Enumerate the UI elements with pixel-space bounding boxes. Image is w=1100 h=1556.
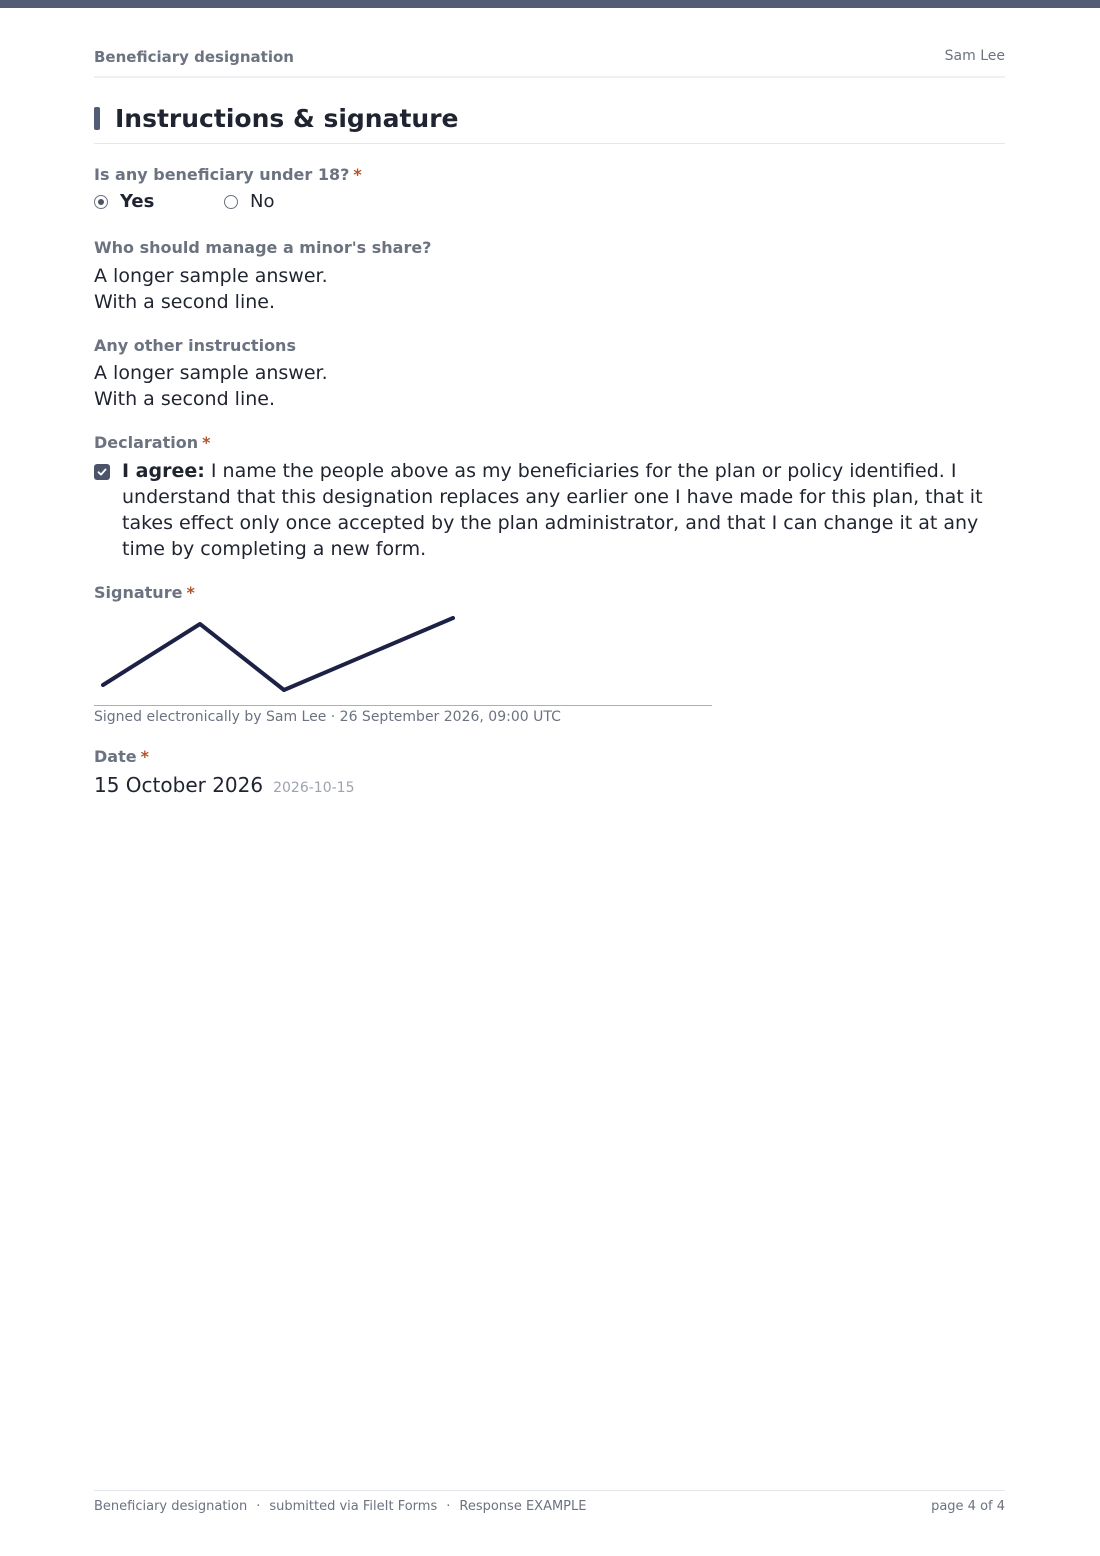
radio-yes-label: Yes	[120, 191, 155, 212]
declaration-checkbox[interactable]	[94, 464, 110, 480]
top-accent-bar	[0, 0, 1100, 8]
footer-page-number: page 4 of 4	[931, 1499, 1005, 1514]
footer-info	[94, 1499, 586, 1514]
section-heading	[94, 104, 1005, 144]
date-display: 15 October 2026	[94, 773, 264, 797]
date-label	[94, 747, 149, 766]
declaration-label	[94, 433, 210, 452]
required-mark: *	[202, 433, 211, 452]
signature-caption: Signed electronically by Sam Lee · 26 September 2026, 09:00 UTC	[94, 709, 561, 725]
footer-separator: ·	[446, 1499, 451, 1514]
other-instructions-label: Any other instructions	[94, 336, 296, 355]
minor-manager-answer: A longer sample answer. With a second line.	[94, 265, 328, 313]
declaration-label-text: Declaration	[94, 433, 199, 452]
signature-label-text: Signature	[94, 583, 183, 602]
section-accent-bar	[94, 107, 100, 130]
footer-form-title: Beneficiary designation	[94, 1499, 248, 1514]
required-mark: *	[353, 165, 362, 184]
date-value	[94, 773, 354, 797]
minor-manager-label: Who should manage a minor's share?	[94, 238, 432, 257]
declaration-text	[122, 458, 992, 562]
agree-label: I agree:	[122, 460, 205, 482]
minor-question-label	[94, 165, 362, 184]
header-form-title: Beneficiary designation	[94, 48, 294, 66]
radio-unselected-icon	[224, 195, 238, 209]
required-mark: *	[186, 583, 195, 602]
signature-pad	[94, 608, 712, 706]
page-footer	[94, 1490, 1005, 1521]
running-header	[94, 48, 1005, 78]
footer-submitted-via: submitted via FileIt Forms	[269, 1499, 438, 1514]
footer-separator: ·	[256, 1499, 261, 1514]
other-instructions-answer: A longer sample answer. With a second line.	[94, 362, 328, 410]
section-title: Instructions & signature	[115, 104, 459, 133]
radio-no-label: No	[250, 191, 275, 212]
required-mark: *	[140, 747, 149, 766]
radio-selected-icon	[94, 195, 108, 209]
minor-question-label-text: Is any beneficiary under 18?	[94, 165, 350, 184]
check-icon	[97, 467, 107, 477]
signature-label	[94, 583, 195, 602]
signature-image	[94, 608, 712, 705]
date-label-text: Date	[94, 747, 137, 766]
declaration-statement: I name the people above as my beneficiaries for the plan or policy identified. I understand that this designation replaces any earlier one I have made for this plan, that it takes effect only once accepted by the plan administrator, and that I can change it at any time by completing a new form.	[122, 460, 983, 560]
footer-response-id: Response EXAMPLE	[459, 1499, 587, 1514]
date-iso: 2026-10-15	[273, 780, 355, 796]
header-user-name: Sam Lee	[944, 48, 1005, 64]
